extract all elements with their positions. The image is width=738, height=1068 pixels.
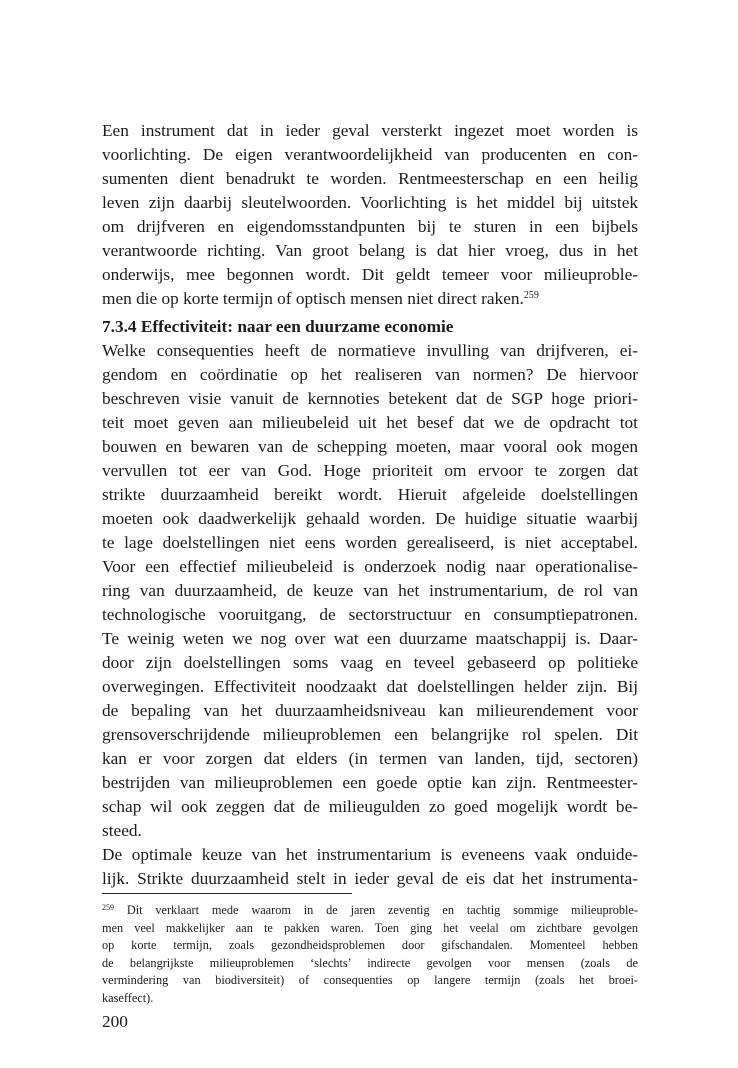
footnote-line: men veel makkelijker aan te pakken waren. Toen ging het veelal om zichtbare gevolgen [102,920,638,935]
footnote-separator [102,893,352,894]
text-line: Welke consequenties heeft de normatieve invulling van drijfveren, ei- [102,341,638,360]
text-line: strikte duurzaamheid bereikt wordt. Hieruit afgeleide doelstellingen [102,485,638,504]
text-line: teit moet geven aan milieubeleid uit het besef dat we de opdracht tot [102,413,638,432]
text-line: door zijn doelstellingen soms vaag en teveel gebaseerd op politieke [102,653,638,672]
text-line: lijk. Strikte duurzaamheid stelt in ieder geval de eis dat het instrumenta- [102,869,638,888]
text-line: ring van duurzaamheid, de keuze van het instrumentarium, de rol van [102,581,638,600]
text-line: voorlichting. De eigen verantwoordelijkheid van producenten en con- [102,145,638,164]
footnote-number: 259 [102,903,114,912]
text-line: gendom en coördinatie op het realiseren van normen? De hiervoor [102,365,638,384]
text-line: Te weinig weten we nog over wat een duurzame maatschappij is. Daar- [102,629,638,648]
footnote-line-content: Dit verklaart mede waarom in de jaren zeventig en tachtig sommige milieuproble- [114,903,638,917]
text-line: bouwen en bewaren van de schepping moeten, maar vooral ook mogen [102,437,638,456]
text-line: bestrijden van milieuproblemen een goede optie kan zijn. Rentmeester- [102,773,638,792]
text-line: verantwoorde richting. Van groot belang is dat hier vroeg, dus in het [102,241,638,260]
text-line: De optimale keuze van het instrumentarium is eveneens vaak onduide- [102,845,638,864]
text-line-content: men die op korte termijn of optisch mensen niet direct raken. [102,289,524,308]
footnote-line: kaseffect). [102,990,154,1005]
text-line: sumenten dient benadrukt te worden. Rentmeesterschap en een heilig [102,169,638,188]
text-line: beschreven visie vanuit de kernnoties betekent dat de SGP hoge priori- [102,389,638,408]
text-line: steed. [102,821,142,840]
footnote-reference[interactable]: 259 [523,290,539,301]
text-line: kan er voor zorgen dat elders (in termen van landen, tijd, sectoren) [102,749,638,768]
text-line [102,287,638,311]
footnote-line [102,902,638,920]
text-line: om drijfveren en eigendomsstandpunten bij te sturen in een bijbels [102,217,638,236]
text-line: schap wil ook zeggen dat de milieugulden zo goed mogelijk wordt be- [102,797,638,816]
section-heading: 7.3.4 Effectiviteit: naar een duurzame economie [102,317,454,336]
page-number: 200 [102,1012,128,1031]
text-line: grensoverschrijdende milieuproblemen een belangrijke rol spelen. Dit [102,725,638,744]
footnote-line: vermindering van biodiversiteit) of consequenties op langere termijn (zoals het broei- [102,973,638,987]
text-line: Voor een effectief milieubeleid is onderzoek nodig naar operationalise- [102,557,638,576]
text-line: te lage doelstellingen niet eens worden gerealiseerd, is niet acceptabel. [102,533,638,552]
text-line: leven zijn daarbij sleutelwoorden. Voorlichting is het middel bij uitstek [102,193,638,212]
text-line: Een instrument dat in ieder geval versterkt ingezet moet worden is [102,121,638,140]
footnote-line: de belangrijkste milieuproblemen ‘slechts’ indirecte gevolgen voor mensen (zoals de [102,955,638,970]
text-line: vervullen tot eer van God. Hoge prioriteit om ervoor te zorgen dat [102,461,638,480]
text-line: moeten ook daadwerkelijk gehaald worden. De huidige situatie waarbij [102,509,638,528]
text-line: onderwijs, mee begonnen wordt. Dit geldt temeer voor milieuproble- [102,265,638,284]
text-line: de bepaling van het duurzaamheidsniveau kan milieurendement voor [102,701,638,720]
text-line: overwegingen. Effectiviteit noodzaakt dat doelstellingen helder zijn. Bij [102,677,638,696]
footnote-line: op korte termijn, zoals gezondheidsproblemen door gifschandalen. Momenteel hebben [102,938,638,952]
text-line: technologische vooruitgang, de sectorstructuur en consumptiepatronen. [102,605,638,624]
